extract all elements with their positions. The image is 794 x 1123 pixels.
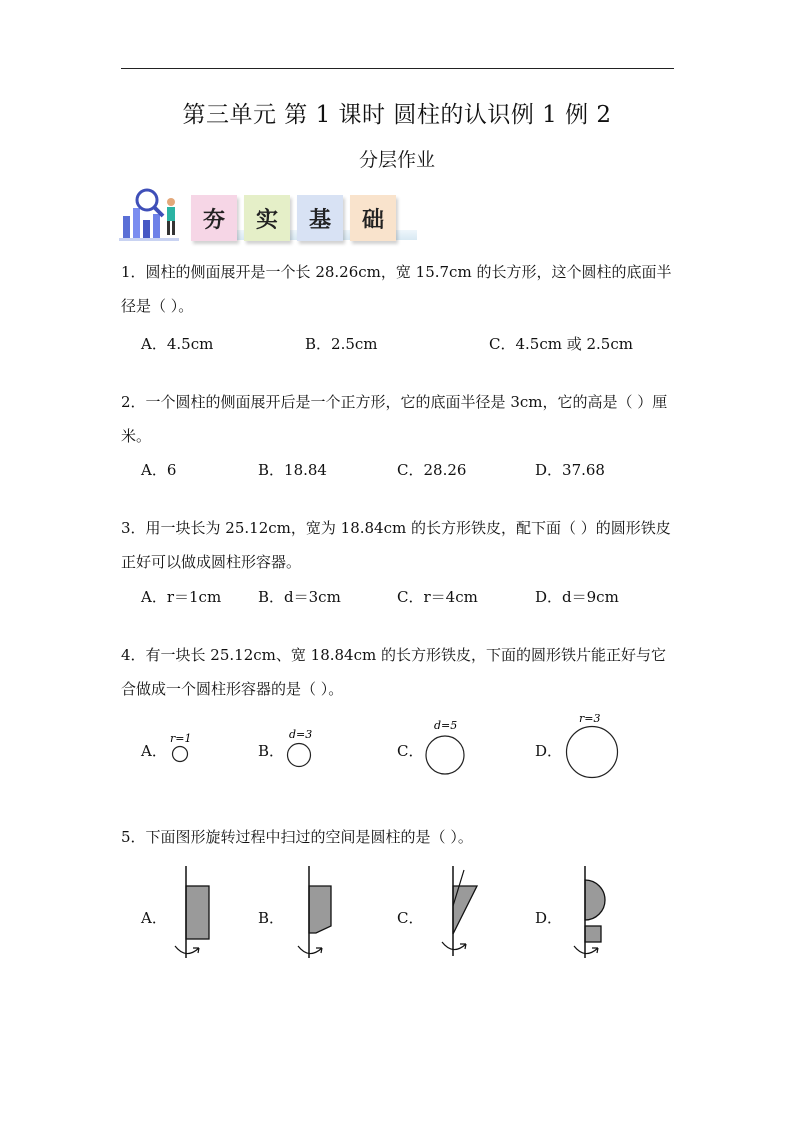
page-title: 第三单元 第 1 课时 圆柱的认识例 1 例 2 (182, 102, 612, 128)
page-subtitle: 分层作业 (358, 149, 435, 171)
circle-figure-c (423, 715, 469, 777)
circle-figure-a (166, 728, 196, 768)
rotation-figure-b (288, 866, 338, 960)
rotation-figure-c (432, 866, 488, 960)
option-d[interactable]: D．37.68 (535, 461, 605, 479)
option-b[interactable]: B．18.84 (258, 461, 327, 479)
question-4 (121, 638, 676, 706)
circle-figure-d (563, 708, 621, 780)
question-3 (121, 511, 676, 579)
tile-4: 础 (350, 195, 396, 241)
option-b[interactable]: B．d＝3cm (258, 588, 341, 606)
circle-label: d=3 (289, 728, 313, 741)
tile-2: 实 (244, 195, 290, 241)
question-5 (121, 820, 676, 854)
section-banner (119, 186, 419, 246)
option-c[interactable]: C．r＝4cm (397, 588, 478, 606)
circle-label: r=3 (579, 712, 601, 725)
question-stem: 2．一个圆柱的侧面展开后是一个正方形，它的底面半径是 3cm，它的高是（ ）厘米。 (121, 393, 668, 445)
option-a[interactable]: A．6 (141, 461, 177, 479)
option-d[interactable]: D． (535, 909, 563, 927)
question-stem: 5．下面图形旋转过程中扫过的空间是圆柱的是（ ）。 (121, 828, 473, 846)
question-stem: 3．用一块长为 25.12cm，宽为 18.84cm 的长方形铁皮，配下面（ ）的圆形铁皮正好可以做成圆柱形容器。 (121, 519, 671, 571)
tile-1: 夯 (191, 195, 237, 241)
option-b[interactable]: B． (258, 742, 285, 760)
rotation-figure-a (165, 866, 215, 960)
option-a[interactable]: A．r＝1cm (141, 588, 222, 606)
magnifier-chart-icon (119, 186, 185, 246)
option-b[interactable]: B． (258, 909, 285, 927)
rotation-figure-d (564, 866, 614, 960)
question-1 (121, 255, 676, 323)
circle-figure-b (284, 724, 318, 770)
header-rule (121, 68, 674, 69)
option-d[interactable]: D．d＝9cm (535, 588, 619, 606)
circle-label: r=1 (170, 732, 192, 745)
option-d[interactable]: D． (535, 742, 563, 760)
question-2 (121, 385, 676, 453)
question-stem: 1．圆柱的侧面展开是一个长 28.26cm，宽 15.7cm 的长方形，这个圆柱的底面半径是（ ）。 (121, 263, 672, 315)
option-b[interactable]: B．2.5cm (305, 335, 378, 353)
option-c[interactable]: C． (397, 742, 424, 760)
option-c[interactable]: C．4.5cm 或 2.5cm (489, 335, 633, 353)
question-stem: 4．有一块长 25.12cm、宽 18.84cm 的长方形铁皮，下面的圆形铁片能正好与它合做成一个圆柱形容器的是（ ）。 (121, 646, 666, 698)
tile-3: 基 (297, 195, 343, 241)
option-c[interactable]: C． (397, 909, 424, 927)
option-a[interactable]: A． (141, 742, 167, 760)
option-a[interactable]: A． (141, 909, 167, 927)
option-a[interactable]: A．4.5cm (141, 335, 214, 353)
option-c[interactable]: C．28.26 (397, 461, 467, 479)
circle-label: d=5 (434, 719, 458, 732)
